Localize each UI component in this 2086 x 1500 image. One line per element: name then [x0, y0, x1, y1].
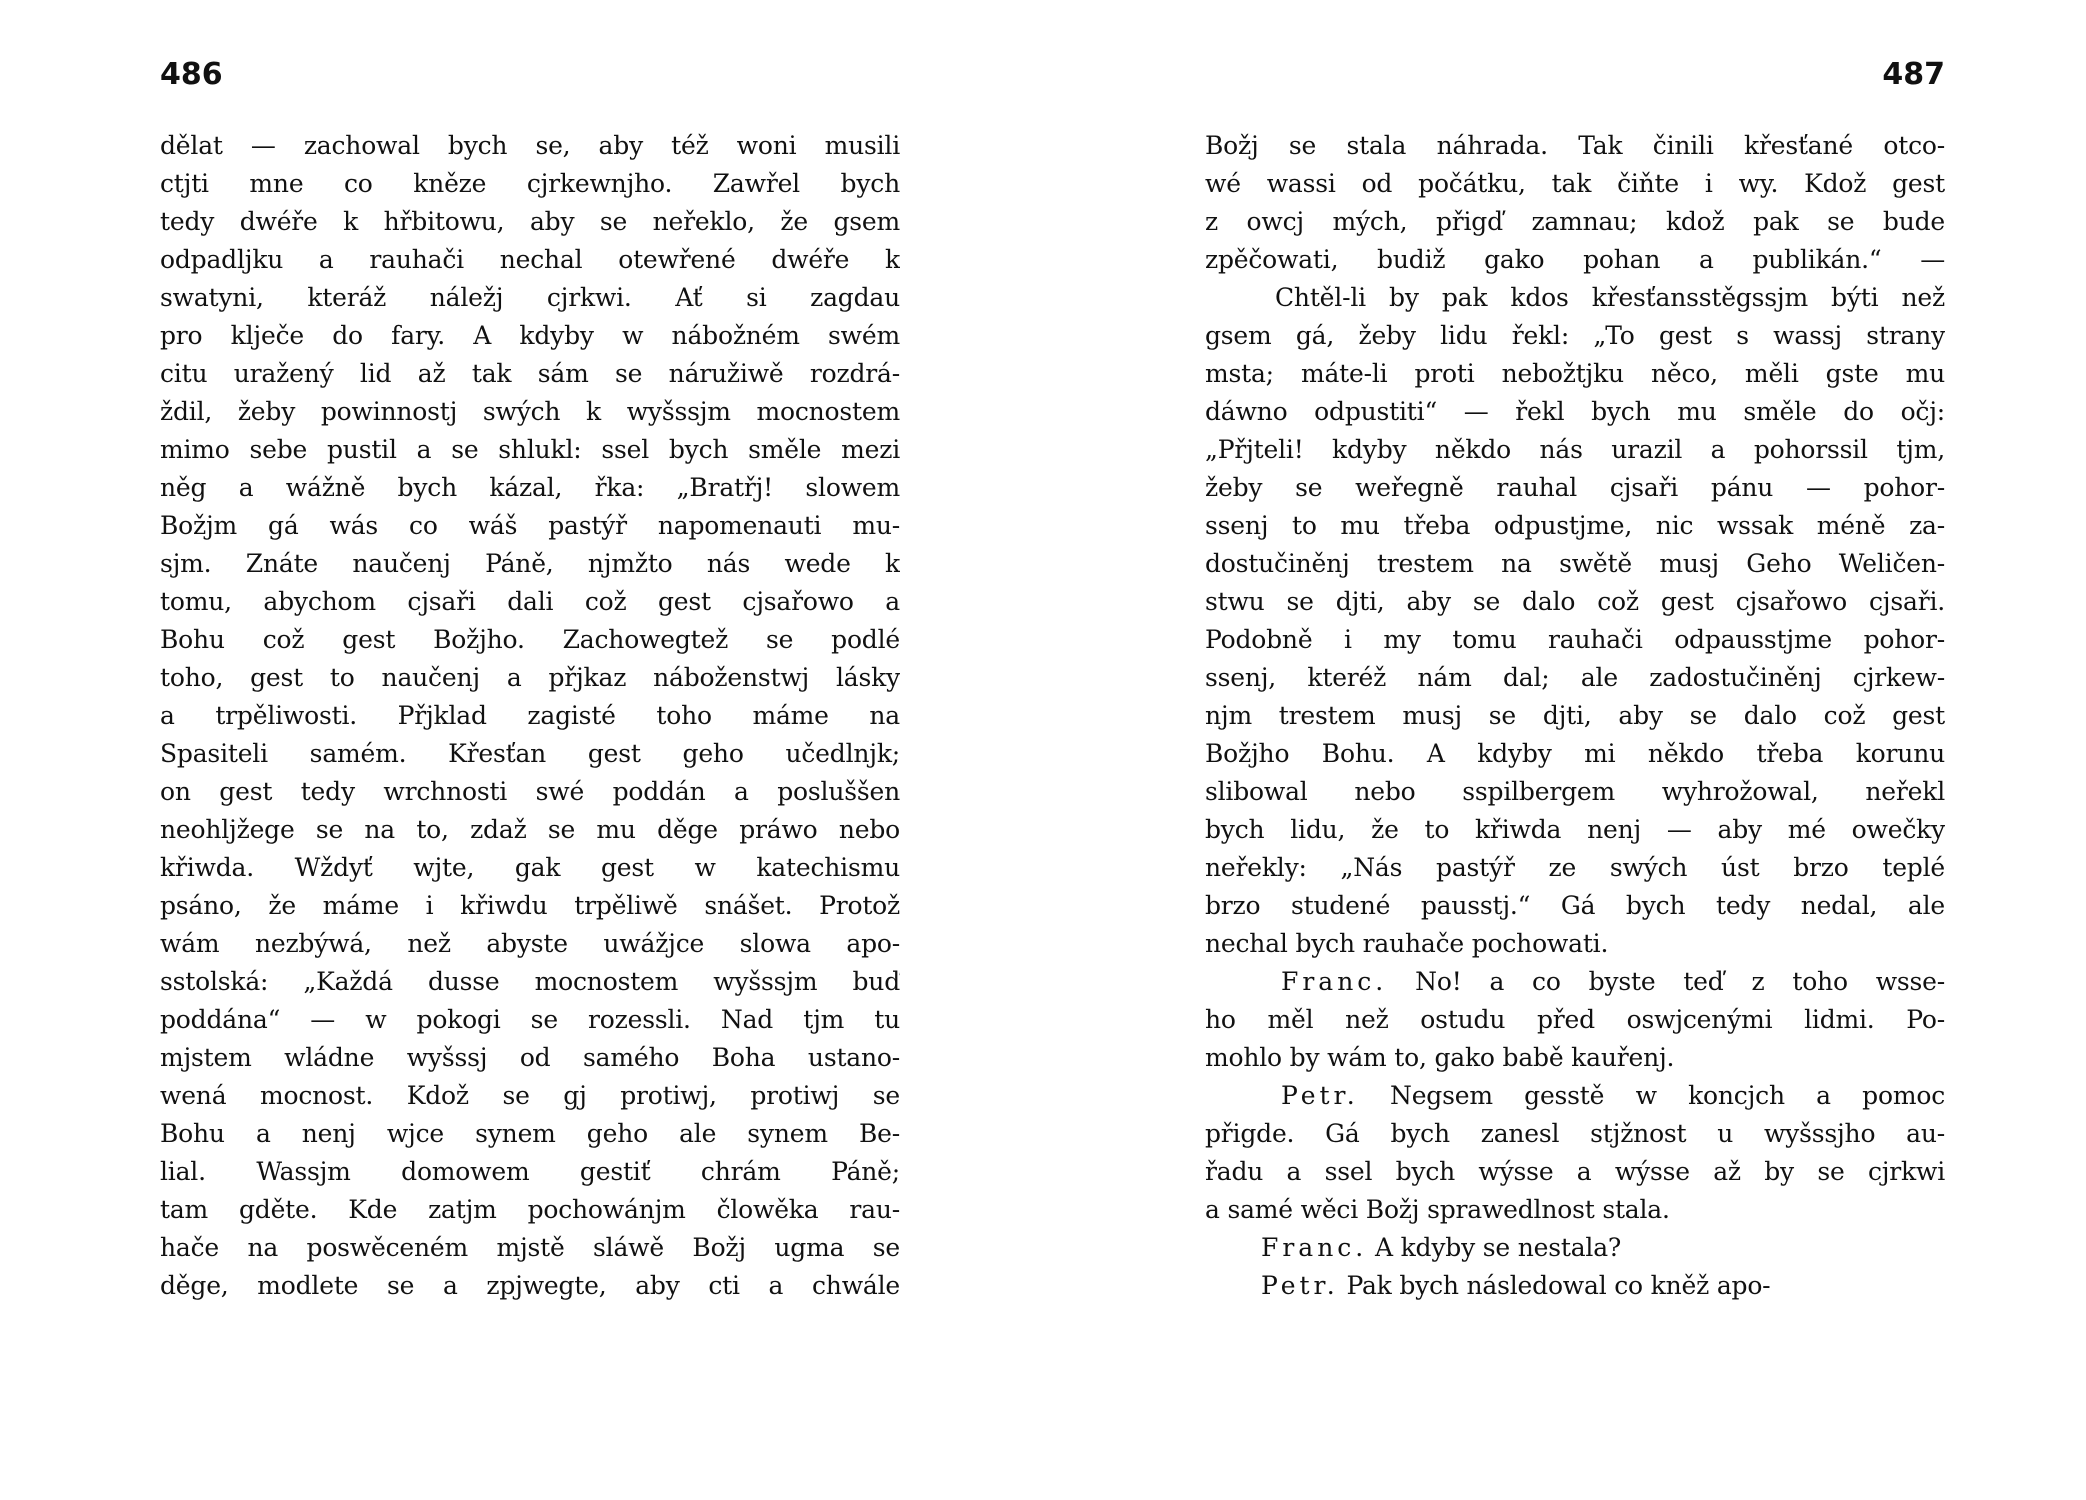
left-page [160, 0, 900, 1500]
text-line: bych lidu, že to křiwda nenj — aby mé owečky [1205, 815, 1945, 844]
text-line: toho, gest to naučenj a přjkaz náboženstwj lásky [160, 663, 900, 692]
text-line: wé wassi od počátku, tak čiňte i wy. Kdož gest [1205, 169, 1945, 198]
text-line: Bohu a nenj wjce synem geho ale synem Be- [160, 1119, 900, 1148]
left-page-text [160, 127, 900, 1305]
text-line: Spasiteli samém. Křesťan gest geho učedlnjk; [160, 739, 900, 768]
text-line: ctjti mne co kněze cjrkewnjho. Zawřel bych [160, 169, 900, 198]
text-line: wám nezbýwá, než abyste uwážjce slowa apo- [160, 929, 900, 958]
text-line: Božj se stala náhrada. Tak činili křesťané otco- [1205, 131, 1945, 160]
text-line: Božjho Bohu. A kdyby mi někdo třeba korunu [1205, 739, 1945, 768]
text-line: sjm. Znáte naučenj Páně, njmžto nás wede k [160, 549, 900, 578]
text-line: neřekly: „Nás pastýř ze swých úst brzo teplé [1205, 853, 1945, 882]
dialogue-line [1205, 1267, 1945, 1305]
text-line: děge, modlete se a zpjwegte, aby cti a chwále [160, 1271, 900, 1300]
text-line: dělat — zachowal bych se, aby též woni musili [160, 131, 900, 160]
speaker-name: Petr. [1261, 1271, 1339, 1300]
right-page-text [1205, 127, 1945, 1305]
text-line: pro klječe do fary. A kdyby w nábožném swém [160, 321, 900, 350]
text-line: přigde. Gá bych zanesl stjžnost u wyšssjho au- [1205, 1119, 1945, 1148]
dialogue-text: Negsem gesstě w koncjch a pomoc [1358, 1081, 1945, 1110]
text-line: ssenj, kteréž nám dal; ale zadostučiněnj cjrkew- [1205, 663, 1945, 692]
dialogue-line [1205, 1077, 1945, 1115]
text-line: odpadljku a rauhači nechal otewřené dwéře k [160, 245, 900, 274]
text-line: křiwda. Wždyť wjte, gak gest w katechismu [160, 853, 900, 882]
text-line: řadu a ssel bych wýsse a wýsse až by se cjrkwi [1205, 1157, 1945, 1186]
text-line: mohlo by wám to, gako babě kauřenj. [1205, 1043, 1675, 1072]
text-line: a trpěliwosti. Přjklad zagisté toho máme na [160, 701, 900, 730]
right-page [1205, 0, 1945, 1500]
text-line: nechal bych rauhače pochowati. [1205, 929, 1609, 958]
text-line: lial. Wassjm domowem gestiť chrám Páně; [160, 1157, 900, 1186]
speaker-name: Franc. [1281, 967, 1388, 996]
text-line: stwu se djti, aby se dalo což gest cjsařowo cjsaři. [1205, 587, 1945, 616]
dialogue-line [1205, 1229, 1945, 1267]
text-line: a samé wěci Božj sprawedlnost stala. [1205, 1195, 1670, 1224]
text-line: z owcj mých, přigď zamnau; kdož pak se bude [1205, 207, 1945, 236]
text-line: swatyni, kteráž náležj cjrkwi. Ať si zagdau [160, 283, 900, 312]
text-line: zpěčowati, budiž gako pohan a publikán.“ — [1205, 245, 1945, 274]
text-line: slibowal nebo sspilbergem wyhrožowal, neřekl [1205, 777, 1945, 806]
text-line: mjstem wládne wyšssj od samého Boha ustano- [160, 1043, 900, 1072]
text-line: ho měl než ostudu před oswjcenými lidmi. Po- [1205, 1005, 1945, 1034]
text-line: gsem gá, žeby lidu řekl: „To gest s wassj strany [1205, 321, 1945, 350]
text-line: njm trestem musj se djti, aby se dalo což gest [1205, 701, 1945, 730]
text-line: psáno, že máme i křiwdu trpěliwě snášet. Protož [160, 891, 900, 920]
text-line: sstolská: „Každá dusse mocnostem wyšssjm buď [160, 967, 900, 996]
text-line: Bohu což gest Božjho. Zachowegtež se podlé [160, 625, 900, 654]
text-line: mimo sebe pustil a se shlukl: ssel bych směle mezi [160, 435, 900, 464]
page-number: 487 [1882, 57, 1945, 92]
dialogue-text: A kdyby se nestala? [1367, 1233, 1622, 1262]
text-line: dostučiněnj trestem na swětě musj Geho Weličen- [1205, 549, 1945, 578]
text-line: msta; máte-li proti nebožtjku něco, měli gste mu [1205, 359, 1945, 388]
text-line: wená mocnost. Kdož se gj protiwj, protiwj se [160, 1081, 900, 1110]
text-line: tomu, abychom cjsaři dali což gest cjsařowo a [160, 587, 900, 616]
text-line: „Přjteli! kdyby někdo nás urazil a pohorssil tjm, [1205, 435, 1945, 464]
text-line: ssenj to mu třeba odpustjme, nic wssak méně za- [1205, 511, 1945, 540]
text-line: tedy dwéře k hřbitowu, aby se neřeklo, že gsem [160, 207, 900, 236]
text-line: dáwno odpustiti“ — řekl bych mu směle do očj: [1205, 397, 1945, 426]
dialogue-text: No! a co byste teď z toho wsse- [1387, 967, 1945, 996]
dialogue-line [1205, 963, 1945, 1001]
text-line: žeby se weřegně rauhal cjsaři pánu — pohor- [1205, 473, 1945, 502]
text-line: ždil, žeby powinnostj swých k wyšssjm mocnostem [160, 397, 900, 426]
text-line: brzo studené pausstj.“ Gá bych tedy nedal, ale [1205, 891, 1945, 920]
page-number: 486 [160, 57, 223, 92]
text-line: něg a wážně bych kázal, řka: „Bratřj! slowem [160, 473, 900, 502]
text-line: neohljžege se na to, zdaž se mu děge práwo nebo [160, 815, 900, 844]
dialogue-text: Pak bych následowal co kněž apo- [1338, 1271, 1771, 1300]
text-line: citu uražený lid až tak sám se náružiwě rozdrá- [160, 359, 900, 388]
text-line: Chtěl-li by pak kdos křesťansstěgssjm býti než [1275, 283, 1945, 312]
speaker-name: Franc. [1261, 1233, 1368, 1262]
text-line: poddána“ — w pokogi se rozessli. Nad tjm tu [160, 1005, 900, 1034]
speaker-name: Petr. [1281, 1081, 1359, 1110]
text-line: hače na poswěceném mjstě sláwě Božj ugma se [160, 1233, 900, 1262]
text-line: Božjm gá wás co wáš pastýř napomenauti mu- [160, 511, 900, 540]
text-line: tam gděte. Kde zatjm pochowánjm člowěka rau- [160, 1195, 900, 1224]
text-line: on gest tedy wrchnosti swé poddán a posluššen [160, 777, 900, 806]
text-line: Podobně i my tomu rauhači odpausstjme pohor- [1205, 625, 1945, 654]
